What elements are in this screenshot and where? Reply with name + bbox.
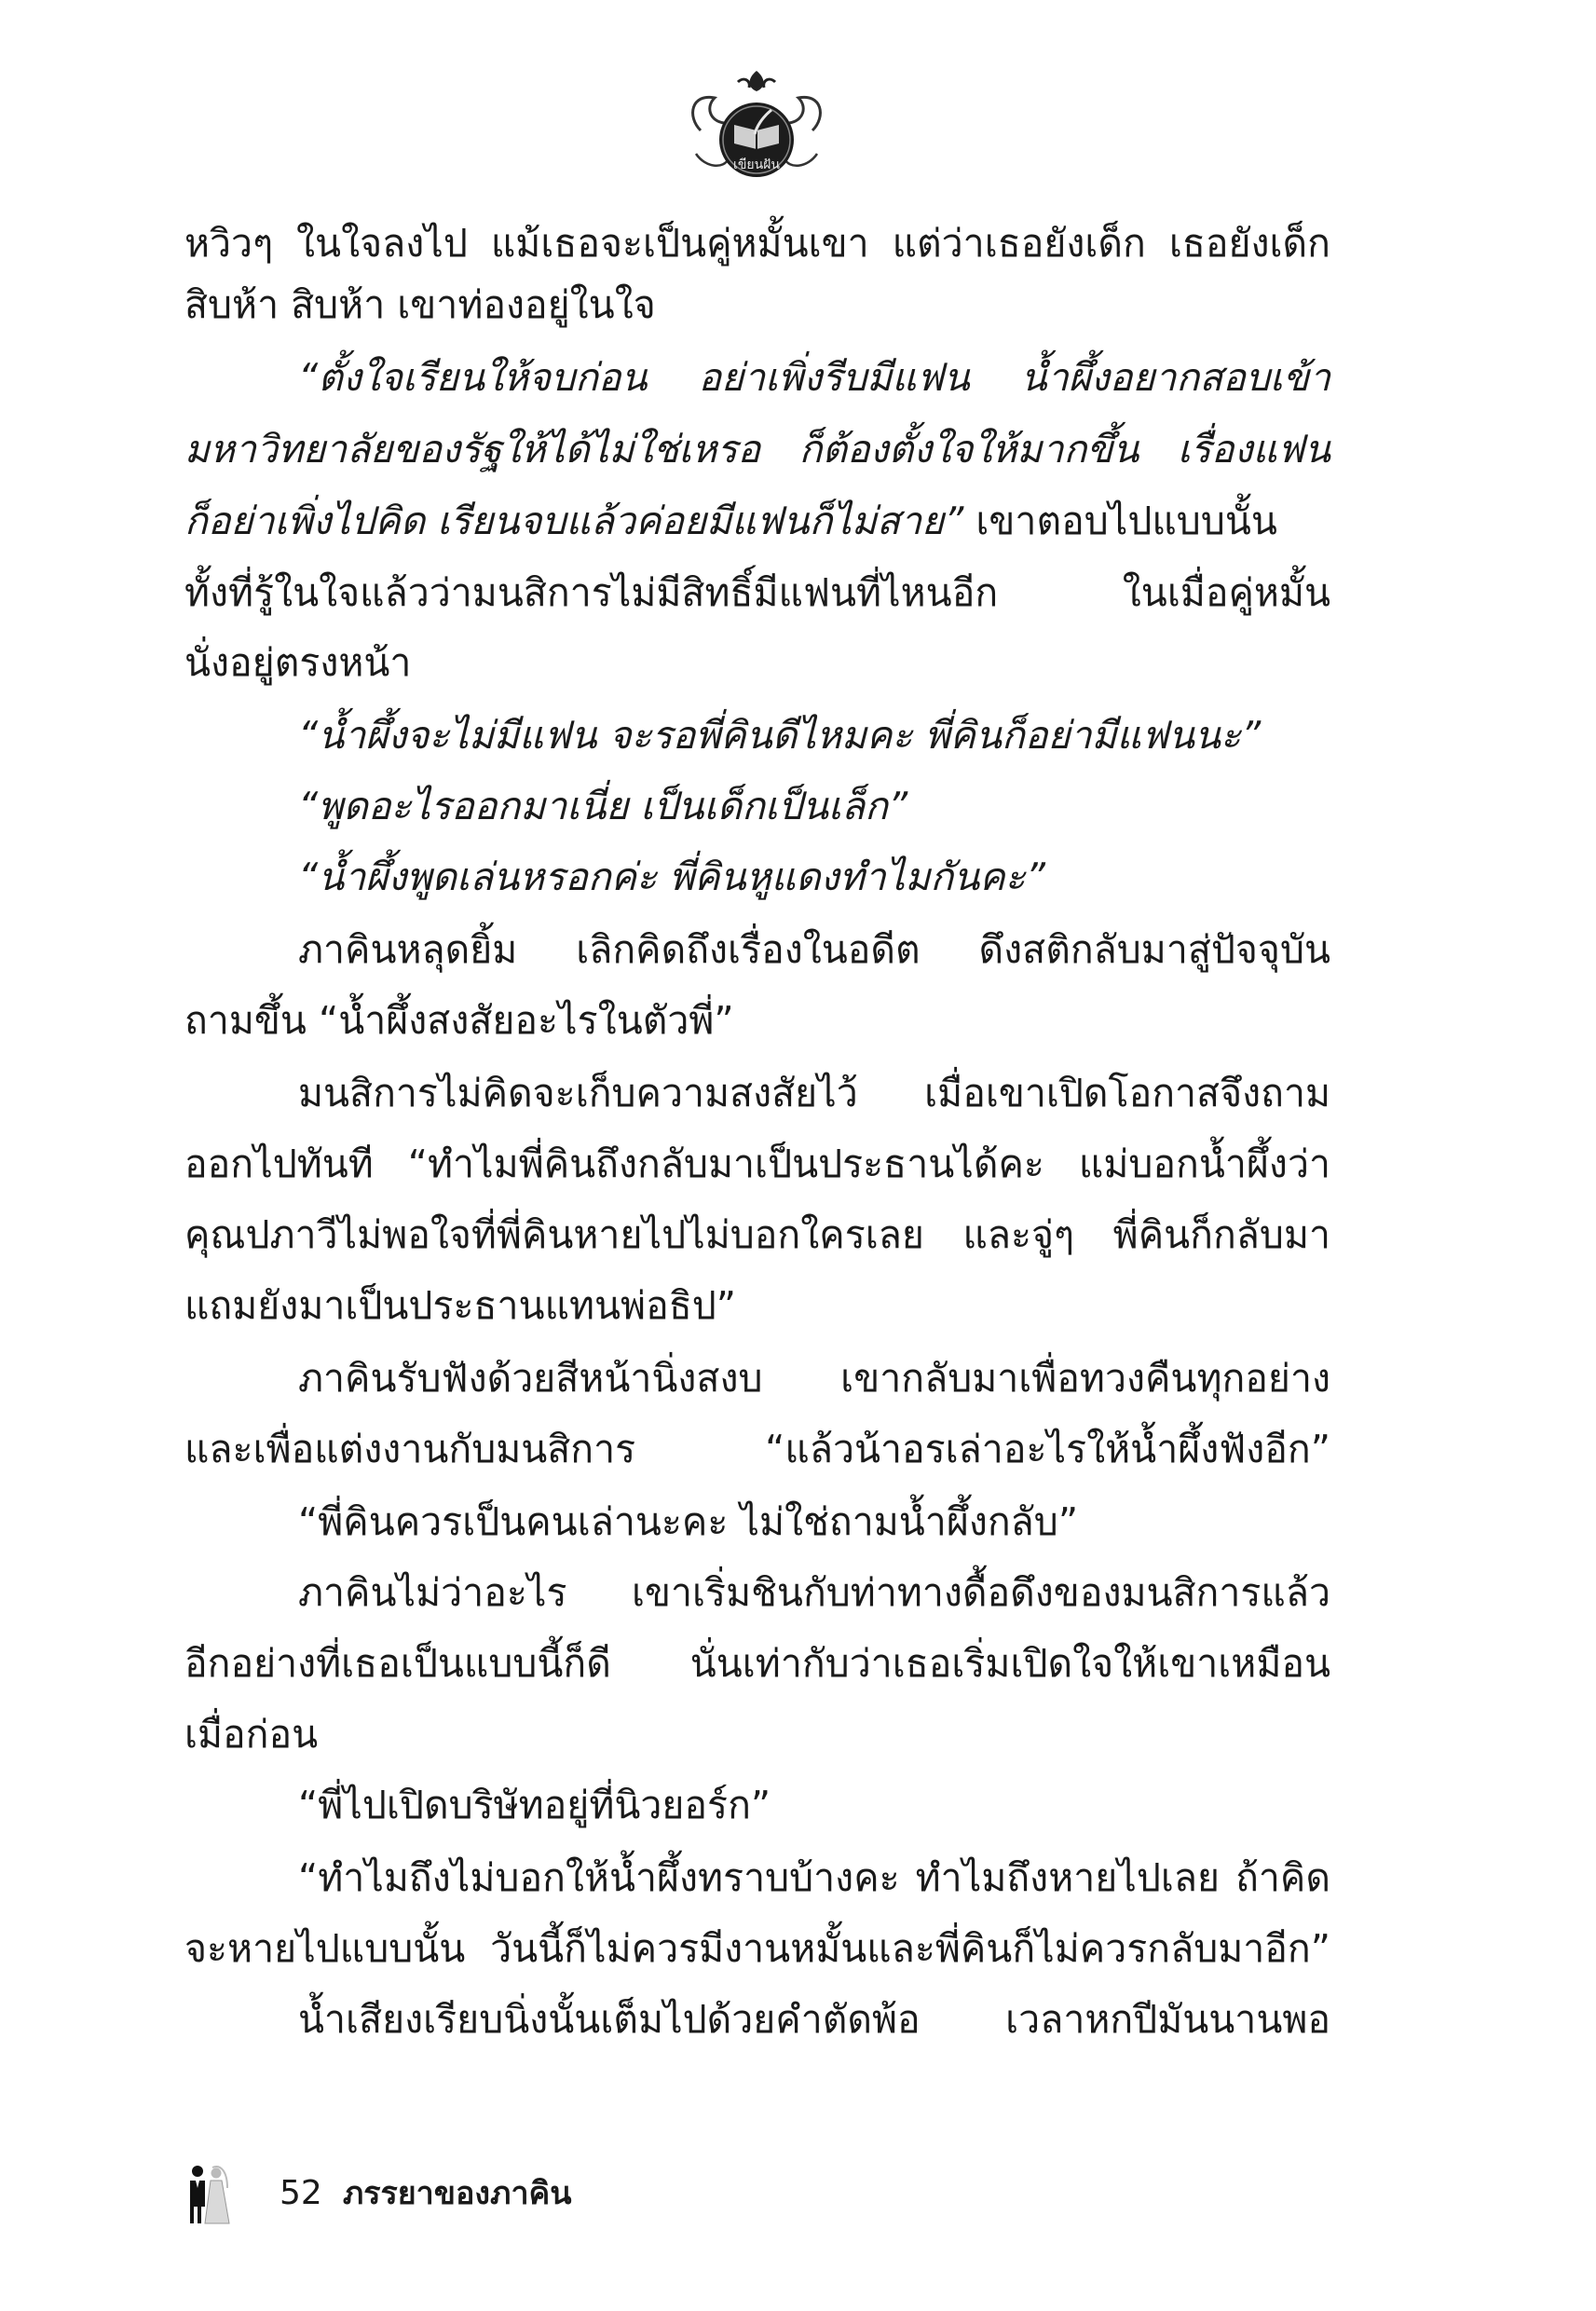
- text-line: น้ำเสียงเรียบนิ่งนั้นเต็มไปด้วยคำตัดพ้อ เวลาหกปีมันนานพอ: [298, 1997, 1330, 2042]
- text-line: มหาวิทยาลัยของรัฐให้ได้ไม่ใช่เหรอ ก็ต้องตั้งใจให้มากขึ้น เรื่องแฟน: [184, 427, 1330, 472]
- text-line: ภาคินไม่ว่าอะไร เขาเริ่มชินกับท่าทางดื้อดึงของมนสิการแล้ว: [298, 1570, 1330, 1615]
- text-line: “ทำไมถึงไม่บอกให้น้ำผึ้งทราบบ้างคะ ทำไมถึงหายไปเลย ถ้าคิด: [298, 1855, 1330, 1900]
- text-line: หวิวๆ ในใจลงไป แม้เธอจะเป็นคู่หมั้นเขา แต่ว่าเธอยังเด็ก เธอยังเด็ก: [184, 221, 1330, 266]
- text-line: เมื่อก่อน: [184, 1712, 319, 1757]
- text-line: ถามขึ้น “น้ำผึ้งสงสัยอะไรในตัวพี่”: [184, 998, 734, 1043]
- text-line: อีกอย่างที่เธอเป็นแบบนี้ก็ดี นั่นเท่ากับว่าเธอเริ่มเปิดใจให้เขาเหมือน: [184, 1641, 1330, 1686]
- text-line: เขาตอบไปแบบนั้น: [963, 499, 1277, 543]
- text-line: ภาคินรับฟังด้วยสีหน้านิ่งสงบ เขากลับมาเพื่อทวงคืนทุกอย่าง: [298, 1356, 1330, 1401]
- text-line: ก็อย่าเพิ่งไปคิด เรียนจบแล้วค่อยมีแฟนก็ไม่สาย”: [184, 499, 964, 543]
- text-line: ภาคินหลุดยิ้ม เลิกคิดถึงเรื่องในอดีต ดึงสติกลับมาสู่ปัจจุบัน: [298, 927, 1330, 972]
- text-line: “พูดอะไรออกมาเนี่ย เป็นเด็กเป็นเล็ก”: [298, 784, 908, 828]
- text-line: “น้ำผึ้งจะไม่มีแฟน จะรอพี่คินดีไหมคะ พี่คินก็อย่ามีแฟนนะ”: [298, 713, 1262, 758]
- page-number: 52: [280, 2173, 322, 2212]
- text-line: นั่งอยู่ตรงหน้า: [184, 640, 412, 685]
- text-line: “พี่ไปเปิดบริษัทอยู่ที่นิวยอร์ก”: [298, 1783, 771, 1827]
- text-line: มนสิการไม่คิดจะเก็บความสงสัยไว้ เมื่อเขาเปิดโอกาสจึงถาม: [298, 1071, 1330, 1115]
- text-line-mixed: [184, 490, 1330, 552]
- text-line: คุณปภาวีไม่พอใจที่พี่คินหายไปไม่บอกใครเลย และจู่ๆ พี่คินก็กลับมา: [184, 1212, 1330, 1257]
- text-line: สิบห้า สิบห้า เขาท่องอยู่ในใจ: [184, 282, 656, 327]
- text-line: “น้ำผึ้งพูดเล่นหรอกค่ะ พี่คินหูแดงทำไมกันคะ”: [298, 855, 1045, 899]
- book-title: ภรรยาของภาคิน: [342, 2175, 572, 2212]
- text-line: แถมยังมาเป็นประธานแทนพ่อธิป”: [184, 1283, 736, 1328]
- publisher-emblem-label: เขียนฝัน: [733, 157, 780, 172]
- text-line: “ตั้งใจเรียนให้จบก่อน อย่าเพิ่งรีบมีแฟน น้ำผึ้งอยากสอบเข้า: [298, 355, 1330, 400]
- page-footer: [184, 2160, 572, 2225]
- bride-groom-icon: [184, 2160, 231, 2225]
- text-line: จะหายไปแบบนั้น วันนี้ก็ไม่ควรมีงานหมั้นและพี่คินก็ไม่ควรกลับมาอีก”: [184, 1926, 1330, 1971]
- text-line: ทั้งที่รู้ในใจแล้วว่ามนสิการไม่มีสิทธิ์มีแฟนที่ไหนอีก ในเมื่อคู่หมั้น: [184, 570, 1330, 615]
- text-line: ออกไปทันที “ทำไมพี่คินถึงกลับมาเป็นประธานได้คะ แม่บอกน้ำผึ้งว่า: [184, 1142, 1330, 1186]
- text-line: “พี่คินควรเป็นคนเล่านะคะ ไม่ใช่ถามน้ำผึ้งกลับ”: [298, 1499, 1079, 1544]
- text-line: และเพื่อแต่งงานกับมนสิการ “แล้วน้าอรเล่าอะไรให้น้ำผึ้งฟังอีก”: [184, 1427, 1330, 1471]
